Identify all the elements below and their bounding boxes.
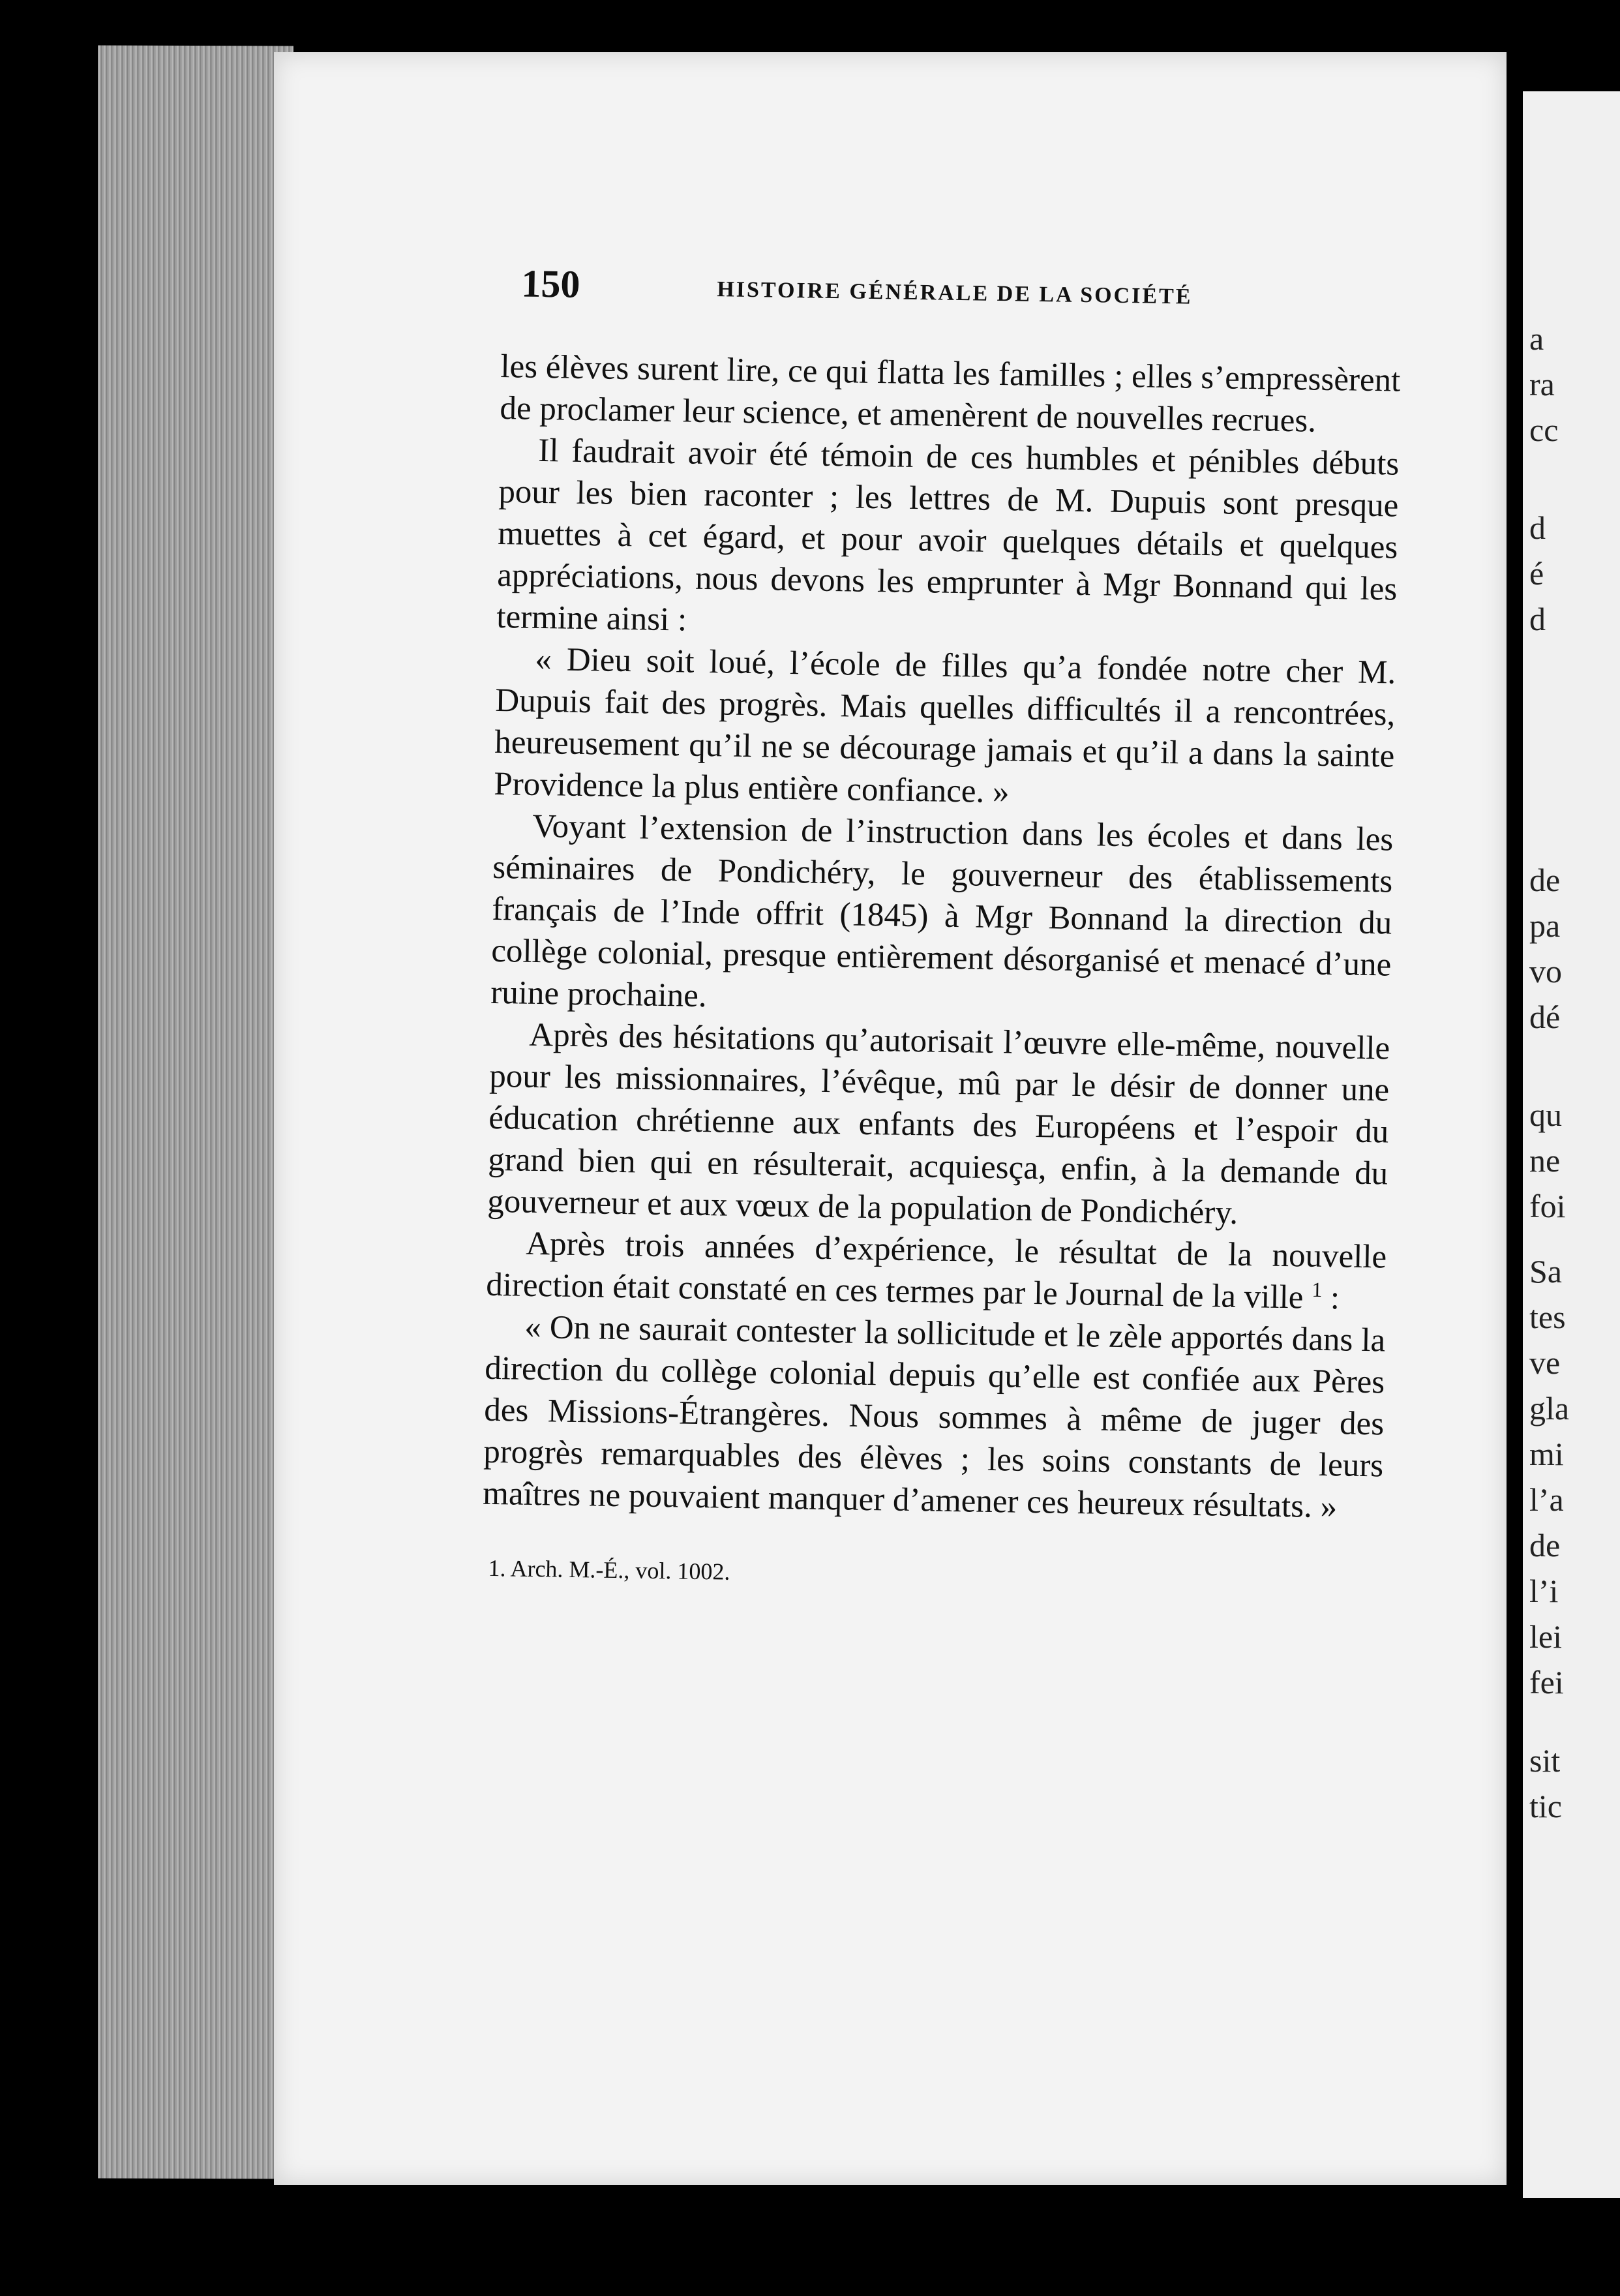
adjacent-page-text-fragment: l’a [1529, 1481, 1564, 1518]
adjacent-page-text-fragment: de [1529, 862, 1561, 898]
paragraph: les élèves surent lire, ce qui flatta les familles ; elles s’empressèrent de proclamer leur science, et amenèrent de nouvelles recrues. [500, 348, 1401, 440]
page-text-block [481, 261, 1402, 1596]
adjacent-page-text-fragment: de [1529, 1527, 1561, 1563]
adjacent-page-text-fragment: pa [1529, 907, 1561, 944]
adjacent-page-text-fragment: mi [1529, 1436, 1564, 1472]
book-page-edges [98, 45, 293, 2179]
adjacent-page-text-fragment: é [1529, 555, 1544, 592]
adjacent-page-text-fragment: foi [1529, 1188, 1566, 1224]
paragraph: Après des hésitations qu’autorisait l’œuvre elle-même, nouvelle pour les missionnaires, l’évêque, mû par le désir de donner une éducation chrétienne aux enfants des Européens et l’espoir du grand bien qui en résulterait, acquiesça, enfin, à la demande du gouverneur et aux vœux de la population de Pondichéry. [487, 1016, 1390, 1231]
paragraph [486, 1222, 1387, 1320]
adjacent-page-text-fragment: ra [1529, 366, 1555, 402]
adjacent-page-text-fragment: sit [1529, 1742, 1561, 1779]
footnote: 1. Arch. M.-É., vol. 1002. [488, 1554, 730, 1585]
paragraph-colon: : [1321, 1279, 1340, 1317]
adjacent-page-text-fragment: tes [1529, 1299, 1566, 1335]
adjacent-page-text-fragment: d [1529, 509, 1546, 546]
paragraph: Voyant l’extension de l’instruction dans les écoles et dans les séminaires de Pondichéry, le gouverneur des établissements français de l’Inde offrit (1845) à Mgr Bonnand la direction du collège colonial, presque entièrement désorganisé et menacé d’une ruine prochaine. [490, 808, 1394, 1015]
quotation-paragraph: « On ne saurait contester la sollicitude et le zèle apportés dans la direction du collège colonial depuis qu’elle est confiée aux Pères des Missions-Étrangères. Nous sommes à même de juger des progrès remarquables des élèves ; les soins constants de leurs maîtres ne pouvaient manquer d’amener ces heureux résultats. » [482, 1308, 1386, 1526]
adjacent-page-text-fragment: Sa [1529, 1253, 1562, 1290]
adjacent-page-text-fragment: vo [1529, 953, 1562, 989]
page-number: 150 [520, 262, 580, 306]
body-text [483, 346, 1401, 1528]
adjacent-page-text-fragment: a [1529, 320, 1544, 357]
adjacent-page-text-fragment: ve [1529, 1344, 1561, 1381]
adjacent-page-text-fragment: dé [1529, 999, 1561, 1035]
adjacent-page-text-fragment: gla [1529, 1390, 1570, 1427]
adjacent-page-text-fragment: tic [1529, 1788, 1562, 1824]
adjacent-page-text-fragment: ne [1529, 1142, 1561, 1179]
adjacent-page-text-fragment: qu [1529, 1096, 1562, 1133]
footnote-reference[interactable]: 1 [1312, 1277, 1323, 1301]
adjacent-page-text-fragment: l’i [1529, 1573, 1559, 1609]
adjacent-page-text-fragment: cc [1529, 412, 1559, 448]
adjacent-page-fragment [1523, 91, 1620, 2198]
paragraph: Il faudrait avoir été témoin de ces humbles et pénibles débuts pour les bien raconter ; les lettres de M. Dupuis sont presque muettes à cet égard, et pour avoir quelques détails et quelques appréciations, nous devons les emprunter à Mgr Bonnand qui les termine ainsi : [496, 432, 1400, 639]
quotation-paragraph: « Dieu soit loué, l’école de filles qu’a fondée notre cher M. Dupuis fait des progrès. Mais quelles difficultés il a rencontrées, heureusement qu’il ne se décourage jamais et qu’il a dans la sainte Providence la plus entière confiance. » [493, 641, 1396, 811]
running-head: HISTOIRE GÉNÉRALE DE LA SOCIÉTÉ [717, 277, 1193, 309]
adjacent-page-text-fragment: lei [1529, 1618, 1562, 1655]
adjacent-page-text-fragment: d [1529, 601, 1546, 637]
paragraph-text: Après trois années d’expérience, le résultat de la nouvelle direction était constaté en ces termes par le Journal de la ville [485, 1225, 1387, 1316]
adjacent-page-text-fragment: fei [1529, 1664, 1564, 1700]
